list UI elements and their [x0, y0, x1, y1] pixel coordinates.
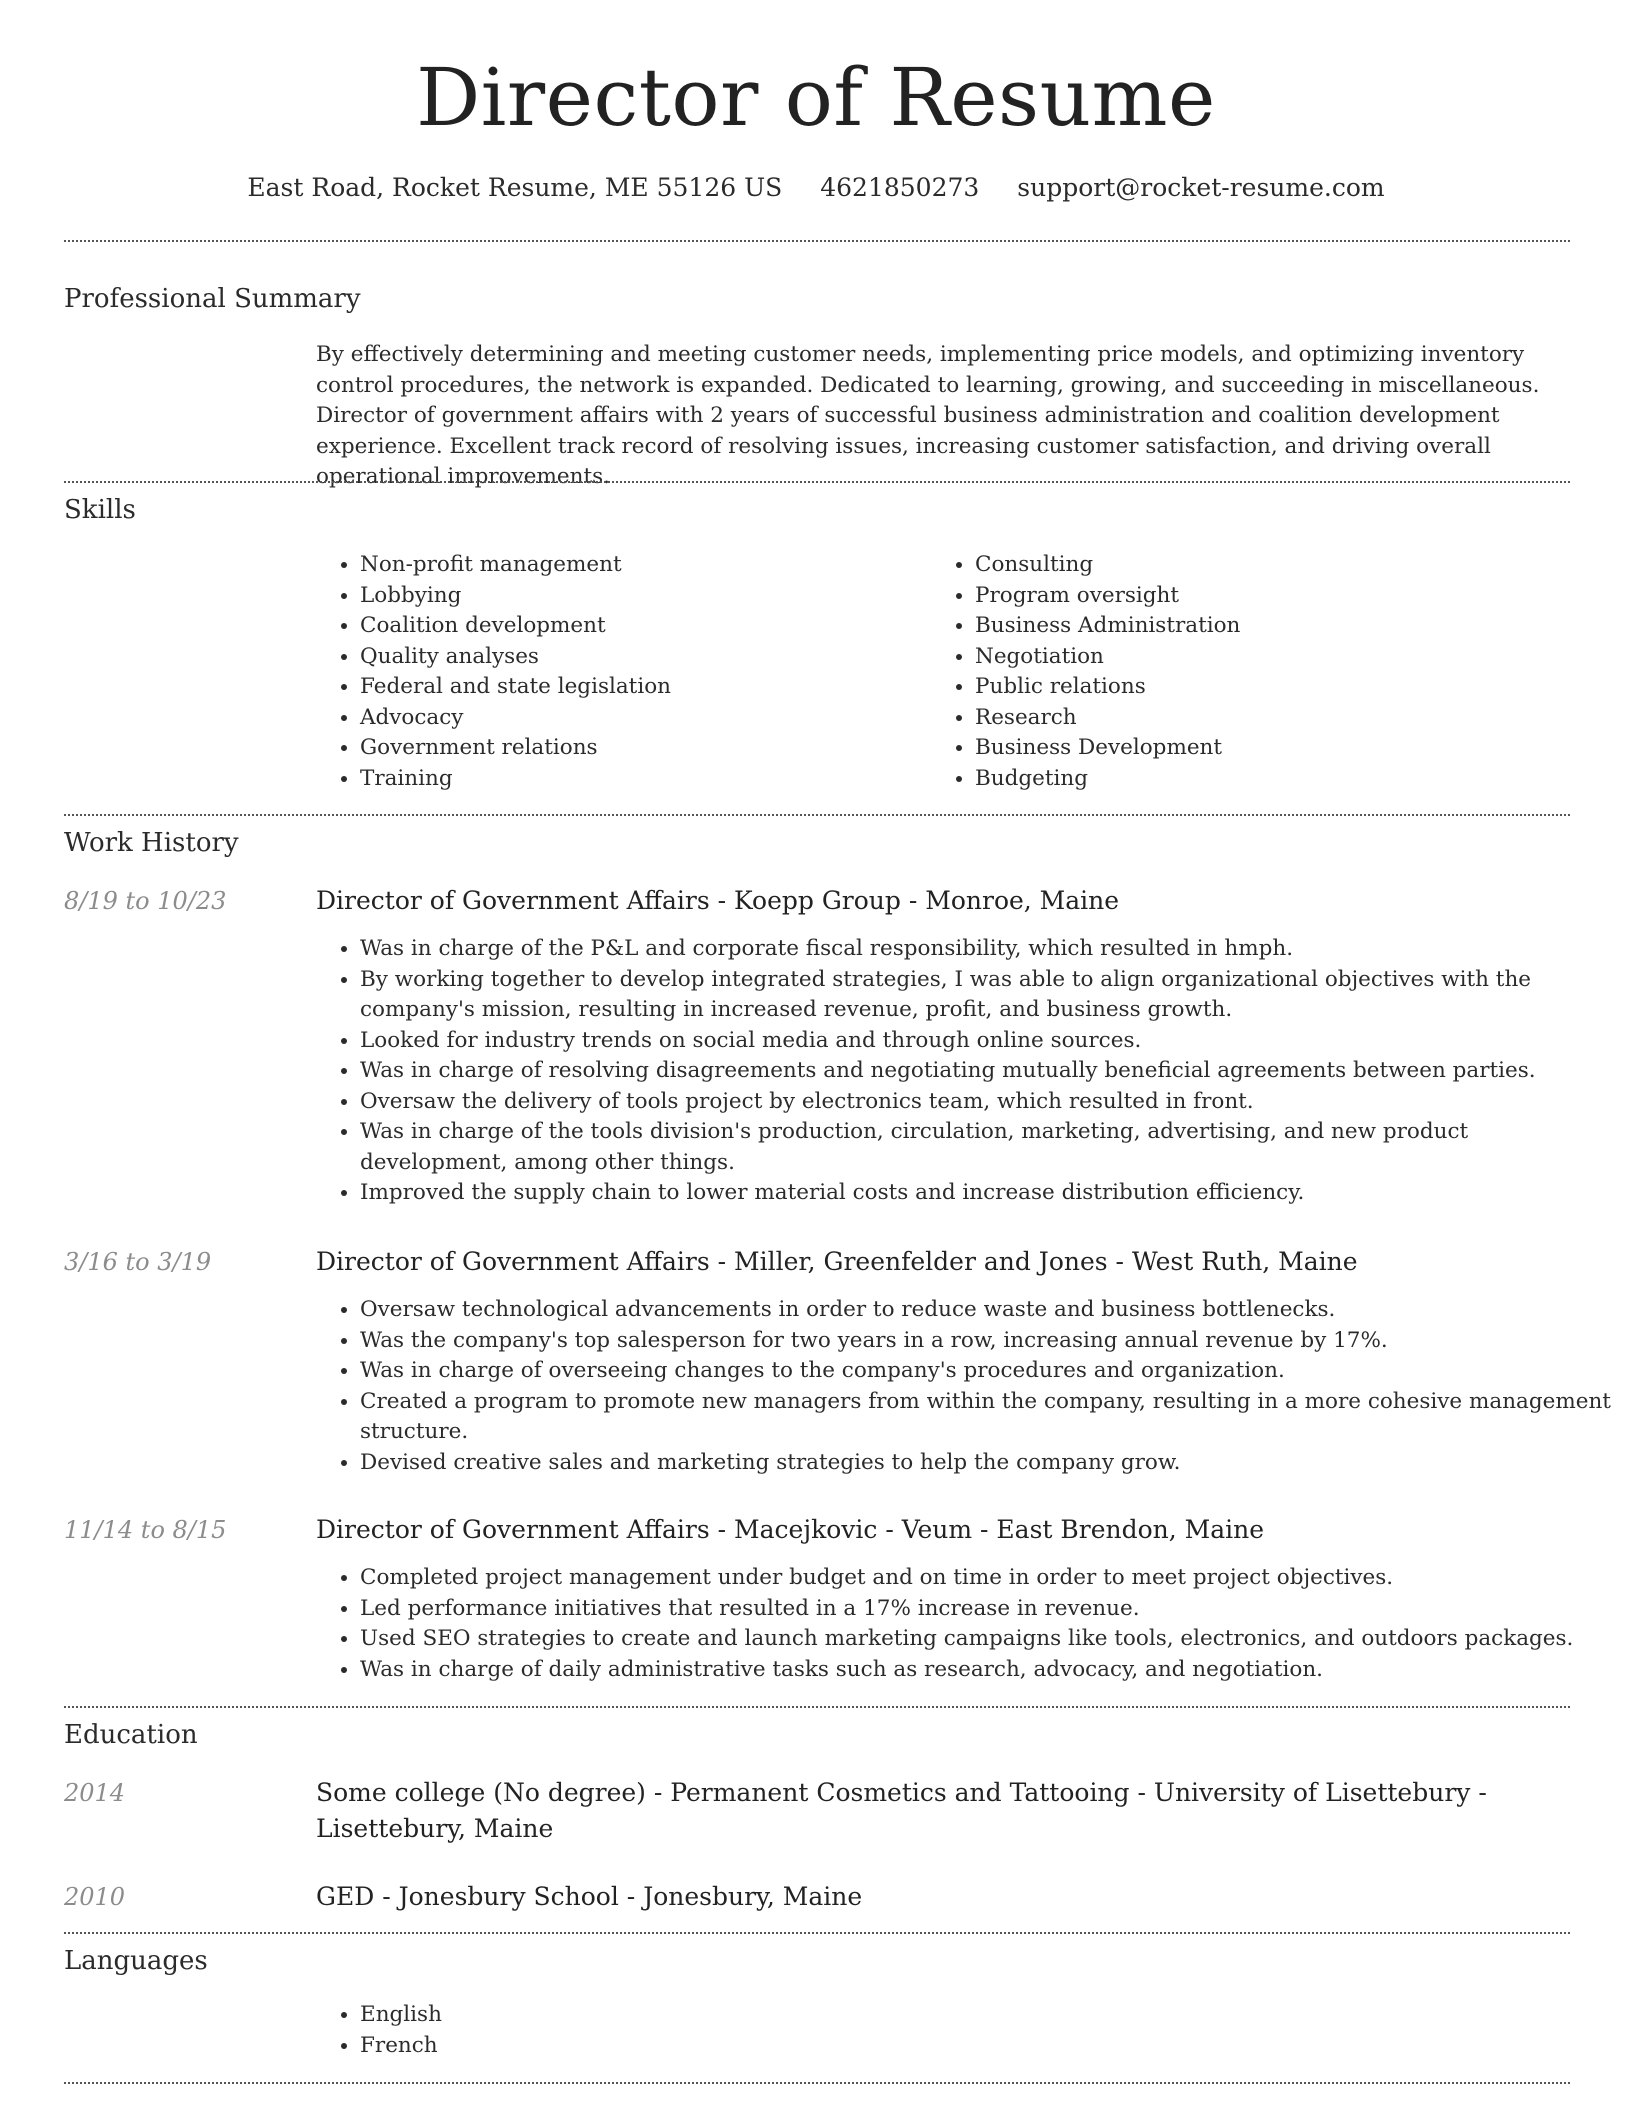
job-bullet: • Was in charge of daily administrative tasks such as research, advocacy, and negotiation. — [360, 1655, 1614, 1686]
job-bullet: • Created a program to promote new managers from within the company, resulting in a more cohesive management structure. — [360, 1387, 1614, 1448]
job-bullets — [316, 1295, 1614, 1478]
job-bullet: • By working together to develop integrated strategies, I was able to align organizational objectives with the company's mission, resulting in increased revenue, profit, and business growth. — [360, 965, 1614, 1026]
job-bullet: • Led performance initiatives that resulted in a 17% increase in revenue. — [360, 1594, 1614, 1625]
job-bullet: • Was the company's top salesperson for two years in a row, increasing annual revenue by 17%. — [360, 1326, 1614, 1357]
contact-address: East Road, Rocket Resume, ME 55126 US — [247, 173, 783, 202]
skill-item: • Business Administration — [975, 611, 1535, 642]
job-bullet: • Was in charge of the tools division's production, circulation, marketing, advertising, and new product development, among other things. — [360, 1117, 1614, 1178]
skill-item: • Consulting — [975, 550, 1535, 581]
job-dates: 3/16 to 3/19 — [64, 1248, 212, 1276]
skill-item: • Advocacy — [360, 703, 920, 734]
job-bullet: • Devised creative sales and marketing strategies to help the company grow. — [360, 1448, 1614, 1479]
languages-heading: Languages — [64, 1946, 208, 1976]
skills-heading: Skills — [64, 495, 136, 525]
job-heading: Director of Government Affairs - Koepp Group - Monroe, Maine — [316, 886, 1120, 915]
job-bullet: • Improved the supply chain to lower material costs and increase distribution efficiency. — [360, 1178, 1614, 1209]
section-divider — [64, 814, 1570, 816]
skill-item: • Non-profit management — [360, 550, 920, 581]
contact-phone: 4621850273 — [820, 173, 980, 202]
section-divider — [64, 1706, 1570, 1708]
job-bullet: • Was in charge of the P&L and corporate fiscal responsibility, which resulted in hmph. — [360, 934, 1614, 965]
skill-item: • Research — [975, 703, 1535, 734]
language-item: • French — [360, 2031, 960, 2062]
job-bullet: • Was in charge of overseeing changes to the company's procedures and organization. — [360, 1356, 1614, 1387]
job-bullets — [316, 1563, 1614, 1685]
job-dates: 11/14 to 8/15 — [64, 1516, 227, 1544]
job-dates: 8/19 to 10/23 — [64, 887, 227, 915]
skill-item: • Coalition development — [360, 611, 920, 642]
skill-item: • Public relations — [975, 672, 1535, 703]
skill-item: • Program oversight — [975, 581, 1535, 612]
skill-item: • Negotiation — [975, 642, 1535, 673]
skill-item: • Lobbying — [360, 581, 920, 612]
job-bullet: • Was in charge of resolving disagreements and negotiating mutually beneficial agreements between parties. — [360, 1056, 1614, 1087]
section-divider — [64, 1932, 1570, 1934]
skill-item: • Federal and state legislation — [360, 672, 920, 703]
education-year: 2014 — [64, 1779, 126, 1807]
languages-list — [316, 2000, 960, 2061]
section-divider — [64, 240, 1570, 242]
education-year: 2010 — [64, 1883, 126, 1911]
job-bullet: • Oversaw technological advancements in order to reduce waste and business bottlenecks. — [360, 1295, 1614, 1326]
education-heading: Education — [64, 1720, 198, 1750]
contact-line — [0, 170, 1632, 206]
skill-item: • Quality analyses — [360, 642, 920, 673]
job-bullet: • Looked for industry trends on social media and through online sources. — [360, 1026, 1614, 1057]
contact-email[interactable]: support@rocket-resume.com — [1017, 173, 1385, 202]
section-divider — [64, 481, 1570, 483]
skill-item: • Business Development — [975, 733, 1535, 764]
skills-list-right — [931, 550, 1535, 794]
skill-item: • Training — [360, 764, 920, 795]
candidate-name: Director of Resume — [416, 51, 1216, 144]
summary-heading: Professional Summary — [64, 284, 361, 314]
job-bullet: • Oversaw the delivery of tools project by electronics team, which resulted in front. — [360, 1087, 1614, 1118]
education-heading-line: Some college (No degree) - Permanent Cosmetics and Tattooing - University of Lisettebury - Lisettebury, Maine — [316, 1778, 1487, 1843]
summary-text: By effectively determining and meeting customer needs, implementing price models, and optimizing inventory control procedures, the network is expanded. Dedicated to learning, growing, and succeeding in miscellaneous. Director of government affairs with 2 years of successful business administration and coalition development experience. Excellent track record of resolving issues, increasing customer satisfaction, and driving overall operational improvements. — [316, 342, 1540, 489]
job-bullet: • Completed project management under budget and on time in order to meet project objectives. — [360, 1563, 1614, 1594]
skills-list-left — [316, 550, 920, 794]
language-item: • English — [360, 2000, 960, 2031]
education-heading-line: GED - Jonesbury School - Jonesbury, Maine — [316, 1882, 863, 1911]
job-bullet: • Used SEO strategies to create and launch marketing campaigns like tools, electronics, and outdoors packages. — [360, 1624, 1614, 1655]
skill-item: • Budgeting — [975, 764, 1535, 795]
job-heading: Director of Government Affairs - Miller, Greenfelder and Jones - West Ruth, Maine — [316, 1247, 1358, 1276]
work-history-heading: Work History — [64, 828, 239, 858]
section-divider — [64, 2082, 1570, 2084]
job-bullets — [316, 934, 1614, 1209]
skill-item: • Government relations — [360, 733, 920, 764]
job-heading: Director of Government Affairs - Macejkovic - Veum - East Brendon, Maine — [316, 1515, 1265, 1544]
